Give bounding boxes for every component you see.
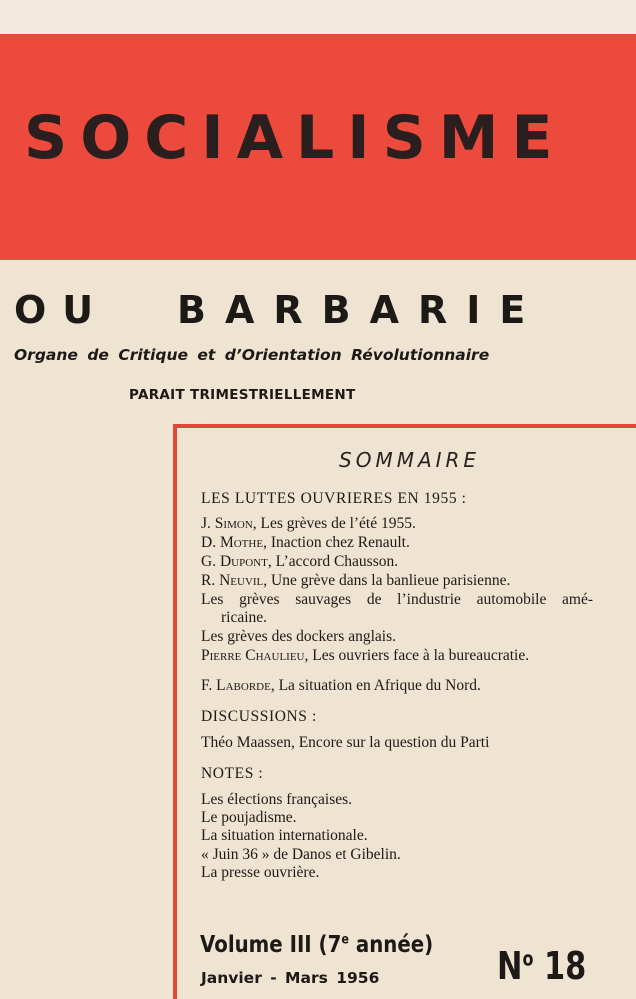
contents-frame-left: [173, 424, 177, 999]
toc-author: Pierre Chaulieu: [201, 647, 305, 664]
toc-item: [201, 515, 621, 533]
volume-line: Volume III (7e année): [200, 932, 434, 958]
note-item: La situation internationale.: [201, 827, 368, 844]
toc-item: [201, 677, 621, 695]
toc-title: , Une grève dans la banlieue parisienne.: [263, 572, 511, 589]
toc-item-sauvages: Les grèves sauvages de l’industrie automobile amé-: [201, 591, 593, 608]
toc-item: [201, 734, 621, 752]
toc-title: , L’accord Chausson.: [267, 553, 399, 570]
toc-author: F. Laborde: [201, 677, 271, 694]
section-heading-luttes: LES LUTTES OUVRIERES EN 1955 :: [201, 490, 467, 507]
toc-item: [201, 553, 621, 571]
toc-item: [201, 572, 621, 590]
masthead-title: SOCIALISME: [24, 103, 566, 173]
toc-author: D. Mothe: [201, 534, 264, 551]
subtitle-ou: OU: [14, 288, 110, 332]
toc-item: [201, 534, 621, 552]
subtitle-barbarie: BARBARIE: [177, 288, 545, 332]
toc-author: G. Dupont: [201, 553, 268, 570]
toc-author: J. Simon: [201, 515, 253, 532]
sommaire-heading: SOMMAIRE: [339, 448, 481, 472]
note-item: Le poujadisme.: [201, 809, 297, 826]
toc-item-sauvages-cont: ricaine.: [221, 609, 268, 626]
frequency-line: PARAIT TRIMESTRIELLEMENT: [129, 387, 356, 403]
contents-frame-top: [173, 424, 636, 428]
toc-author: Théo Maassen: [201, 734, 291, 751]
note-item: La presse ouvrière.: [201, 864, 320, 881]
section-heading-notes: NOTES :: [201, 765, 264, 782]
top-paper-strip: [0, 0, 636, 34]
section-heading-discussions: DISCUSSIONS :: [201, 708, 317, 725]
issue-date: Janvier - Mars 1956: [201, 969, 380, 987]
issue-number: $N^o$ 18: [497, 944, 587, 988]
toc-title: , La situation en Afrique du Nord.: [270, 677, 481, 694]
organe-line: Organe de Critique et d’Orientation Révolutionnaire: [14, 346, 490, 364]
toc-item-dockers: Les grèves des dockers anglais.: [201, 628, 396, 645]
toc-title: , Inaction chez Renault.: [263, 534, 410, 551]
toc-author: R. Neuvil: [201, 572, 264, 589]
note-item: « Juin 36 » de Danos et Gibelin.: [201, 846, 401, 863]
toc-title: , Encore sur la question du Parti: [290, 734, 490, 751]
note-item: Les élections françaises.: [201, 791, 353, 808]
toc-item: [201, 647, 621, 665]
toc-title: , Les grèves de l’été 1955.: [252, 515, 416, 532]
toc-title: , Les ouvriers face à la bureaucratie.: [304, 647, 530, 664]
